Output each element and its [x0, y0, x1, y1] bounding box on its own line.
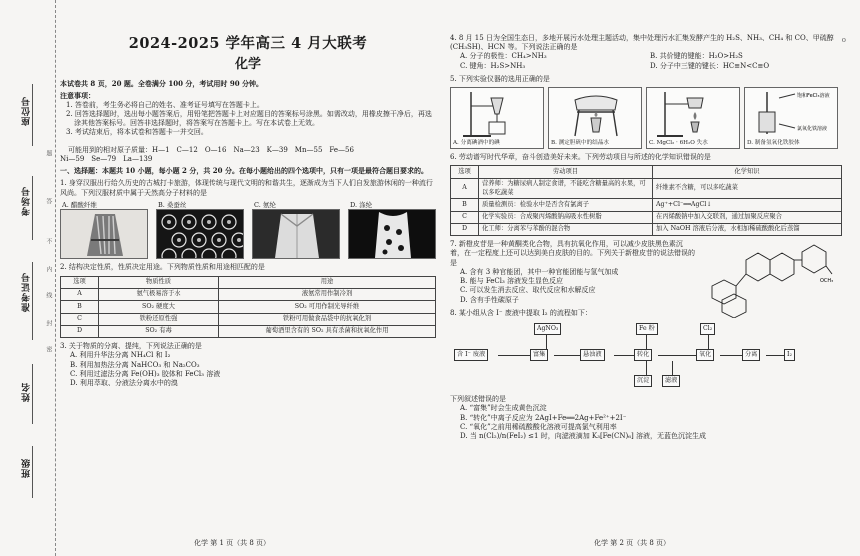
- reagent-agno3: AgNO₃: [534, 323, 561, 335]
- question-3: [60, 342, 436, 388]
- question-stem: 5. 下列实验仪器的选用正确的是: [450, 74, 550, 83]
- atomic-masses-cont: Ni—59 Se—79 La—139: [60, 154, 153, 163]
- table-row: C 铁粉还原性强 铁粉可用做食品袋中的抗氧化剂: [61, 313, 436, 325]
- option-c: C. 可以发生消去反应、取代反应和水解反应: [460, 286, 596, 295]
- table-header: 化学知识: [653, 166, 842, 178]
- apparatus-c: [646, 87, 740, 149]
- apparatus-b: [548, 87, 642, 149]
- note-item: 2. 回答选择题时，选出每小题答案后，用铅笔把答题卡上对应题目的答案标号涂黑。如需改动，用橡皮擦干净后，再选涂其他答案标号。回答非选择题时，将答案写在答题卡上。写在本试卷上无效。: [66, 109, 432, 128]
- methoxy-label: OCH₃: [820, 278, 834, 285]
- note-item: 1. 答卷前，考生务必将自己的姓名、准考证号填写在答题卡上。: [66, 100, 264, 109]
- flow-waste-liquid: 含 I⁻ 废液: [454, 349, 488, 361]
- option-d: D. 当 n(Cl₂)/n(FeI₂) ≤1 时，向滤液滴加 K₃[Fe(CN)₆] 溶液，无蓝色沉淀生成: [460, 432, 707, 440]
- question-stem: 7. 新橙皮苷是一种黄酮类化合物，具有抗氧化作用，可以减少皮肤黑色素沉着，在一定程度上还可以达到美白皮肤的目的。下列关于新橙皮苷的说法错误的是: [450, 240, 695, 267]
- image-caption: C. MgCl₂ · 6H₂O 失水: [649, 139, 708, 146]
- image-caption: D. 涤纶: [350, 200, 373, 209]
- option-a: A. “富集”时会生成黄色沉淀: [460, 404, 547, 413]
- apparatus-a: [450, 87, 544, 149]
- binding-margin: [0, 0, 56, 556]
- acetate-fiber-image: [60, 209, 148, 259]
- footer-page-1: 化学 第 1 页（共 8 页）: [194, 538, 271, 547]
- reagent-fe: Fe 粉: [636, 323, 658, 335]
- option-a: A. 分子的极性：CH₄>NH₃: [460, 52, 547, 61]
- question-6: [450, 153, 842, 236]
- table-row: A 氨气极易溶于水 液氨常用作制冷剂: [61, 288, 436, 300]
- q6-table: [450, 165, 842, 236]
- apparatus-images: [450, 87, 842, 149]
- spandex-image: [252, 209, 340, 259]
- question-stem: 6. 劳动谱写时代华章，奋斗创造美好未来。下列劳动项目与所述的化学知识错误的是: [450, 153, 711, 162]
- image-caption: B. 测定胆矾中的结晶水: [551, 139, 610, 146]
- image-caption: C. 氨纶: [254, 200, 276, 209]
- option-a: A. 利用升华法分离 NH₄Cl 和 I₂: [70, 351, 171, 360]
- flow-suspension: 悬浊液: [580, 349, 605, 361]
- notes-title: 注意事项：: [60, 90, 95, 100]
- option-image-d: [348, 201, 436, 260]
- seal-mark: 不: [44, 238, 52, 244]
- option-d: D. 含有手性碳原子: [460, 295, 519, 304]
- question-8: [450, 309, 842, 441]
- option-image-c: [252, 201, 340, 260]
- flow-enrich: 富集: [530, 349, 548, 361]
- option-a: A. 含有 3 种官能团，其中一种官能团能与氢气加成: [460, 267, 619, 276]
- option-c: C. 利用过滤法分离 Fe(OH)₃ 胶体和 FeCl₃ 溶液: [70, 369, 221, 378]
- option-b: B. 利用加热法分离 NaHCO₃ 和 Na₂CO₃: [70, 360, 200, 369]
- option-image-a: [60, 201, 148, 260]
- option-b: B. 能与 FeCl₃ 溶液发生显色反应: [460, 277, 564, 286]
- atomic-masses: 可能用到的相对原子质量：H—1 C—12 O—16 Na—23 K—39 Mn—55 Fe—56: [68, 145, 354, 154]
- polyester-image: [348, 209, 436, 259]
- option-d: D. 利用萃取、分液法分离水中的溴: [70, 379, 178, 388]
- neohesperidin-structure: [702, 240, 842, 318]
- table-header: 物质性质: [99, 276, 219, 288]
- option-c: C. 键角：H₂S>NH₃: [460, 61, 526, 70]
- question-1: [60, 179, 436, 259]
- fill-line: [32, 84, 33, 146]
- footer-page-2: 化学 第 2 页（共 8 页）: [594, 538, 671, 547]
- table-header: 用途: [219, 276, 436, 288]
- option-b: B. 共价键的键能：H₂O>H₂S: [650, 52, 743, 61]
- question-stem: 3. 关于物质的分离、提纯，下列说法正确的是: [60, 342, 202, 351]
- flow-precipitate: 沉淀: [634, 375, 652, 387]
- seal-mark: 封: [44, 320, 52, 326]
- note-item: 3. 考试结束后，将本试卷和答题卡一并交回。: [66, 128, 208, 137]
- seal-mark: 线: [44, 292, 52, 298]
- page-1-column: [60, 34, 436, 388]
- image-caption: D. 制备氢氧化铁胶体: [747, 139, 800, 146]
- page-dot: o: [841, 36, 846, 44]
- image-caption: B. 桑蚕丝: [158, 200, 187, 209]
- apparatus-d: [744, 87, 838, 149]
- question-4: [450, 34, 842, 71]
- reagent-cl2: Cl₂: [700, 323, 715, 335]
- table-row: D SO₂ 有毒 葡萄酒里含有的 SO₂ 具有杀菌和抗氧化作用: [61, 325, 436, 337]
- silk-image: [156, 209, 244, 259]
- class-label: 班级: [22, 458, 32, 478]
- question-2: [60, 263, 436, 338]
- question-stem: 2. 结构决定性质，性质决定用途。下列物质性质和用途相匹配的是: [60, 263, 265, 272]
- fabric-images: [60, 201, 436, 260]
- flow-separate: 分离: [742, 349, 760, 361]
- option-b: B. “转化”中离子反应为 2AgI+Fe══2Ag+Fe²⁺+2I⁻: [460, 413, 627, 422]
- extraction-flowchart: [450, 321, 842, 395]
- page-2-column: [450, 34, 842, 441]
- exam-info: 本试卷共 8 页，20 题。全卷满分 100 分，考试用时 90 分钟。: [60, 79, 264, 89]
- fill-line: [32, 364, 33, 424]
- exam-subject: 化学: [234, 57, 261, 73]
- question-stem: 1. 身穿汉服出行给久历史的古城打卡旅游，体现传统与现代文明的和谐共生，逐渐成为当下人们自发旅游休闲的一种流行风尚。下列汉服材质中属于天然高分子材料的是: [60, 179, 433, 197]
- question-7: [450, 240, 842, 305]
- option-c: C. “氧化”之前用稀硫酸酸化溶液可提高氯气利用率: [460, 422, 617, 431]
- name-label: 姓名: [22, 382, 32, 402]
- table-header: 选项: [451, 166, 479, 178]
- option-d: D. 分子中三键的键长：HC≡N<C≡O: [650, 61, 770, 70]
- question-stem: 8. 某小组从含 I⁻ 废液中提取 I₂ 的流程如下：: [450, 308, 592, 317]
- question-5: [450, 75, 842, 149]
- apparatus-label: 氯氧化铁溶液: [797, 126, 828, 133]
- ticket-number-label: 准考证号: [22, 272, 32, 312]
- seal-mark: 密: [44, 346, 52, 352]
- image-caption: A. 醋酸纤维: [62, 200, 97, 209]
- exam-title: 2024-2025 学年高三 4 月大联考: [128, 35, 368, 52]
- question-sub-stem: 下列叙述错误的是: [450, 395, 506, 404]
- flow-iodine: I₂: [784, 349, 795, 361]
- q2-table: [60, 276, 436, 338]
- image-caption: A. 分离碘酒中的碘: [453, 139, 500, 146]
- flow-oxidize: 氧化: [696, 349, 714, 361]
- table-row: D 化工师：分离苯与苯酚的混合物 加入 NaOH 溶液后分液，水相加稀硫酸酸化后蒸馏: [451, 223, 842, 235]
- apparatus-label: 饱和FeCl₃溶液: [797, 93, 830, 100]
- fill-line: [32, 262, 33, 340]
- seal-mark: 答: [44, 198, 52, 204]
- seal-mark: 题: [44, 150, 52, 156]
- seal-mark: 内: [44, 266, 52, 272]
- option-image-b: [156, 201, 244, 260]
- table-row: A 营养师：为糖尿病人制定食谱，不能吃含糖量高的水果，可以多吃蔬菜 纤维素不含糖，可以多吃蔬菜: [451, 178, 842, 199]
- table-row: B SO₂ 硬度大 SO₂ 可用作制光导纤维: [61, 301, 436, 313]
- seat-number-label: 座位号: [22, 96, 32, 126]
- fill-line: [32, 176, 33, 240]
- flow-convert: 转化: [634, 349, 652, 361]
- table-row: B 质量检测员：检验水中是否含有氯离子 Ag⁺+Cl⁻══AgCl↓: [451, 199, 842, 211]
- table-header: 劳动项目: [479, 166, 653, 178]
- question-stem: 4. 8 月 15 日为全国生态日，多地开展污水处理主题活动，集中处理污水汇集发酵产生的 H₂S、NH₃、CH₄ 和 CO、甲硫醇(CH₃SH)、HCN 等。下列说法正确的是: [450, 34, 834, 52]
- table-row: C 化学实验员：合成聚丙烯酸钠高吸水性树脂 在丙烯酸钠中加入交联剂，通过加聚反应聚合: [451, 211, 842, 223]
- fill-line: [32, 446, 33, 498]
- flow-filtrate: 滤液: [662, 375, 680, 387]
- section-one-heading: 一、选择题：本题共 10 小题，每小题 2 分，共 20 分。在每小题给出的四个选项中，只有一项是最符合题目要求的。: [60, 166, 428, 176]
- room-number-label: 考场号: [22, 186, 32, 216]
- table-header: 选项: [61, 276, 99, 288]
